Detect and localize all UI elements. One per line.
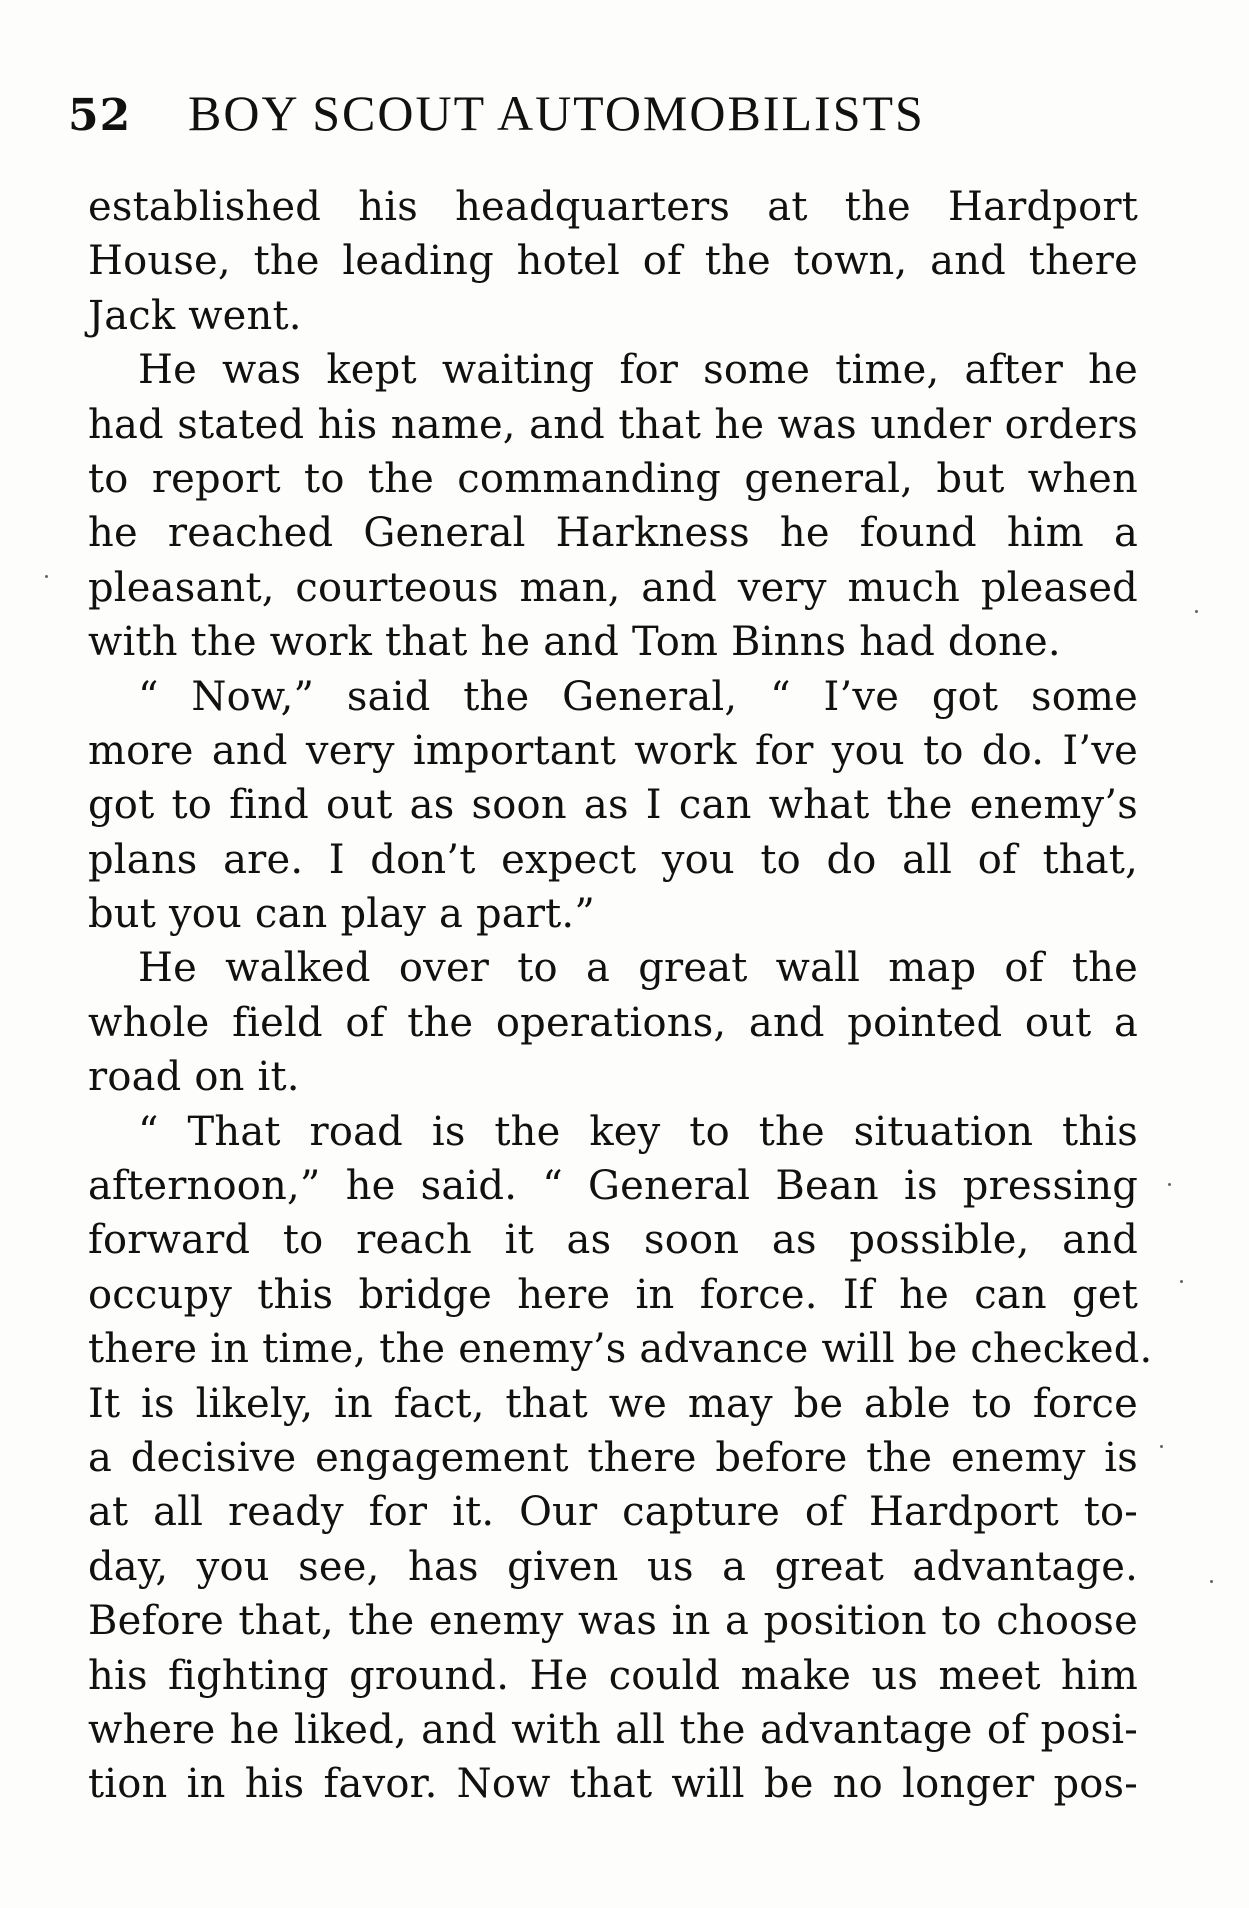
text-line: whole field of the operations, and pointed out a xyxy=(88,999,1138,1046)
text-line: afternoon,” he said. “ General Bean is pressing xyxy=(88,1163,1138,1210)
text-line: Jack went. xyxy=(88,292,302,339)
print-speck xyxy=(1160,1445,1163,1448)
text-line: with the work that he and Tom Binns had done. xyxy=(88,619,1061,666)
text-line: to report to the commanding general, but when xyxy=(88,455,1138,502)
text-line: there in time, the enemy’s advance will be checked. xyxy=(88,1326,1153,1373)
running-title: BOY SCOUT AUTOMOBILISTS xyxy=(188,85,925,141)
text-line: forward to reach it as soon as possible, and xyxy=(88,1217,1138,1264)
text-line: House, the leading hotel of the town, and there xyxy=(88,238,1138,285)
text-line: He was kept waiting for some time, after he xyxy=(138,347,1138,394)
text-line: got to find out as soon as I can what the enemy’s xyxy=(88,782,1138,829)
text-line: his fighting ground. He could make us meet him xyxy=(88,1652,1138,1699)
text-line: plans are. I don’t expect you to do all of that, xyxy=(88,836,1138,883)
print-speck xyxy=(1195,610,1198,613)
print-speck xyxy=(45,575,48,578)
text-line: day, you see, has given us a great advantage. xyxy=(88,1543,1138,1590)
text-line: pleasant, courteous man, and very much pleased xyxy=(88,564,1138,611)
print-speck xyxy=(1168,1183,1171,1186)
text-line: at all ready for it. Our capture of Hardport to- xyxy=(88,1489,1138,1536)
page-number: 52 xyxy=(68,90,132,141)
text-line: he reached General Harkness he found him a xyxy=(88,510,1138,557)
text-line: where he liked, and with all the advantage of posi- xyxy=(88,1706,1138,1753)
text-line: more and very important work for you to do. I’ve xyxy=(88,727,1138,774)
body-text xyxy=(88,180,1153,1812)
text-line: but you can play a part.” xyxy=(88,891,595,938)
text-line: road on it. xyxy=(88,1054,300,1101)
text-line: Before that, the enemy was in a position to choose xyxy=(88,1598,1138,1645)
text-line: “ That road is the key to the situation this xyxy=(138,1108,1138,1155)
text-line: a decisive engagement there before the enemy is xyxy=(88,1434,1138,1481)
text-line: He walked over to a great wall map of the xyxy=(138,945,1138,992)
text-line: tion in his favor. Now that will be no longer pos- xyxy=(88,1761,1138,1808)
text-line: “ Now,” said the General, “ I’ve got some xyxy=(138,673,1138,720)
text-line: occupy this bridge here in force. If he can get xyxy=(88,1271,1138,1318)
text-line: had stated his name, and that he was under orders xyxy=(88,401,1138,448)
page-header xyxy=(68,78,1108,148)
text-line: It is likely, in fact, that we may be able to force xyxy=(88,1380,1138,1427)
print-speck xyxy=(1210,1580,1213,1583)
text-line: established his headquarters at the Hardport xyxy=(88,184,1138,230)
print-speck xyxy=(1180,1280,1183,1283)
